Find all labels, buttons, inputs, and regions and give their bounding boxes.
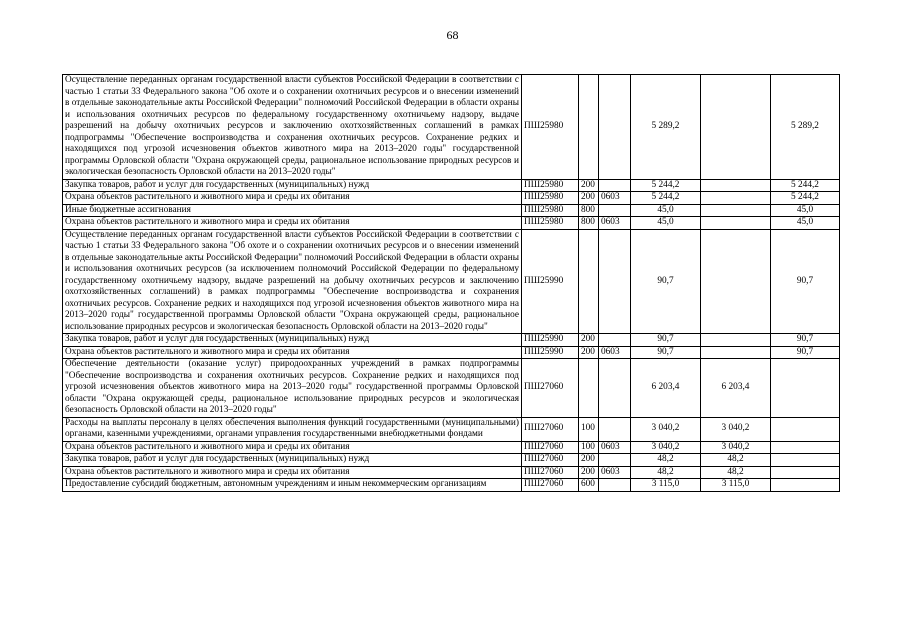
- cell-amount-total: 48,2: [631, 454, 701, 467]
- cell-target-code: ПШ25990: [522, 229, 579, 334]
- table-row: [63, 334, 840, 347]
- cell-amount-regional: [701, 346, 771, 359]
- cell-description: Закупка товаров, работ и услуг для государственных (муниципальных) нужд: [63, 334, 522, 347]
- cell-section-code: [599, 204, 631, 217]
- cell-section-code: [599, 359, 631, 418]
- cell-amount-total: 5 289,2: [631, 75, 701, 180]
- cell-section-code: [599, 229, 631, 334]
- cell-target-code: ПШ27060: [522, 417, 579, 441]
- cell-amount-regional: [701, 75, 771, 180]
- cell-description: Охрана объектов растительного и животного мира и среды их обитания: [63, 192, 522, 205]
- cell-expense-type: 200: [579, 179, 599, 192]
- cell-amount-federal: 45,0: [771, 217, 840, 230]
- cell-section-code: 0603: [599, 346, 631, 359]
- cell-target-code: ПШ27060: [522, 479, 579, 492]
- cell-amount-federal: 90,7: [771, 334, 840, 347]
- cell-target-code: ПШ25980: [522, 217, 579, 230]
- cell-amount-regional: [701, 192, 771, 205]
- table-row: [63, 359, 840, 418]
- cell-description: Закупка товаров, работ и услуг для государственных (муниципальных) нужд: [63, 454, 522, 467]
- cell-expense-type: 200: [579, 346, 599, 359]
- cell-description: Предоставление субсидий бюджетным, автономным учреждениям и иным некоммерческим организациям: [63, 479, 522, 492]
- cell-amount-federal: 5 244,2: [771, 192, 840, 205]
- table-row: [63, 229, 840, 334]
- cell-expense-type: [579, 229, 599, 334]
- cell-section-code: 0603: [599, 192, 631, 205]
- cell-amount-federal: 90,7: [771, 346, 840, 359]
- cell-section-code: [599, 334, 631, 347]
- cell-amount-regional: [701, 179, 771, 192]
- cell-description: Охрана объектов растительного и животного мира и среды их обитания: [63, 466, 522, 479]
- table-row: [63, 441, 840, 454]
- cell-description: Осуществление переданных органам государственной власти субъектов Российской Федерации в соответствии с частью 1 статьи 33 Федерального закона "Об охоте и о сохранении охотничьих ресурсов и о внесении изменений в отдельные законодательные акты Российской Федерации" полномочий Российской Федерации в области охраны и использования охотничьих ресурсов (за исключением полномочий Российской Федерации по федеральному государственному охотничьему надзору, выдаче разрешений на добычу охотничьих ресурсов и заключению охотхозяйственных соглашений) в рамках подпрограммы "Обеспечение воспроизводства и сохранения охотничьих ресурсов. Сохранение редких и находящихся под угрозой исчезновения объектов животного мира на 2013–2020 годы" государственной программы Орловской области "Охрана окружающей среды, рациональное использование природных ресурсов и экологическая безопасность Орловской области на 2013–2020 годы": [63, 229, 522, 334]
- cell-amount-total: 48,2: [631, 466, 701, 479]
- cell-section-code: 0603: [599, 466, 631, 479]
- cell-amount-regional: 3 040,2: [701, 441, 771, 454]
- cell-description: Охрана объектов растительного и животного мира и среды их обитания: [63, 441, 522, 454]
- cell-amount-regional: [701, 229, 771, 334]
- cell-expense-type: 800: [579, 204, 599, 217]
- table-row: [63, 346, 840, 359]
- cell-amount-regional: [701, 204, 771, 217]
- cell-amount-total: 3 040,2: [631, 417, 701, 441]
- cell-amount-regional: 6 203,4: [701, 359, 771, 418]
- cell-expense-type: 800: [579, 217, 599, 230]
- cell-target-code: ПШ25980: [522, 204, 579, 217]
- table-row: [63, 417, 840, 441]
- cell-amount-federal: 90,7: [771, 229, 840, 334]
- page-number: 68: [446, 28, 459, 42]
- cell-amount-federal: 45,0: [771, 204, 840, 217]
- cell-amount-regional: 48,2: [701, 466, 771, 479]
- cell-expense-type: 600: [579, 479, 599, 492]
- cell-expense-type: 100: [579, 417, 599, 441]
- cell-description: Иные бюджетные ассигнования: [63, 204, 522, 217]
- cell-section-code: 0603: [599, 217, 631, 230]
- cell-target-code: ПШ27060: [522, 466, 579, 479]
- cell-amount-total: 3 115,0: [631, 479, 701, 492]
- cell-section-code: [599, 454, 631, 467]
- cell-expense-type: 100: [579, 441, 599, 454]
- cell-description: Осуществление переданных органам государственной власти субъектов Российской Федерации в соответствии с частью 1 статьи 33 Федерального закона "Об охоте и о сохранении охотничьих ресурсов и о внесении изменений в отдельные законодательные акты Российской Федерации" полномочий Российской Федерации в области охраны и использования охотничьих ресурсов по федеральному государственному охотничьему надзору, выдаче разрешений на добычу охотничьих ресурсов и заключению охотхозяйственных соглашений в рамках подпрограммы "Обеспечение воспроизводства и сохранения охотничьих ресурсов. Сохранение редких и находящихся под угрозой исчезновения объектов животного мира на 2013–2020 годы" государственной программы Орловской области "Охрана окружающей среды, рациональное использование природных ресурсов и экологическая безопасность Орловской области на 2013–2020 годы": [63, 75, 522, 180]
- cell-amount-total: 90,7: [631, 346, 701, 359]
- cell-target-code: ПШ25990: [522, 334, 579, 347]
- table-row: [63, 454, 840, 467]
- cell-amount-federal: 5 289,2: [771, 75, 840, 180]
- cell-amount-total: 3 040,2: [631, 441, 701, 454]
- cell-amount-federal: [771, 441, 840, 454]
- cell-amount-federal: [771, 417, 840, 441]
- cell-section-code: [599, 75, 631, 180]
- table-row: [63, 479, 840, 492]
- cell-amount-total: 5 244,2: [631, 179, 701, 192]
- cell-section-code: [599, 417, 631, 441]
- cell-amount-federal: 5 244,2: [771, 179, 840, 192]
- cell-amount-regional: 48,2: [701, 454, 771, 467]
- cell-amount-regional: 3 115,0: [701, 479, 771, 492]
- cell-expense-type: [579, 359, 599, 418]
- cell-amount-regional: [701, 334, 771, 347]
- cell-target-code: ПШ25980: [522, 75, 579, 180]
- cell-expense-type: 200: [579, 192, 599, 205]
- cell-target-code: ПШ25990: [522, 346, 579, 359]
- table-row: [63, 204, 840, 217]
- cell-target-code: ПШ25980: [522, 179, 579, 192]
- table-row: [63, 192, 840, 205]
- cell-amount-total: 5 244,2: [631, 192, 701, 205]
- cell-description: Расходы на выплаты персоналу в целях обеспечения выполнения функций государственными (муниципальными) органами, казенными учреждениями, органами управления государственными внебюджетными фондами: [63, 417, 522, 441]
- cell-description: Обеспечение деятельности (оказание услуг) природоохранных учреждений в рамках подпрограммы "Обеспечение воспроизводства и сохранения охотничьих ресурсов. Сохранение редких и находящихся под угрозой исчезновения объектов животного мира на 2013–2020 годы" государственной программы Орловской области "Охрана окружающей среды, рациональное использование природных ресурсов и экологическая безопасность Орловской области на 2013–2020 годы": [63, 359, 522, 418]
- cell-expense-type: [579, 75, 599, 180]
- cell-amount-regional: 3 040,2: [701, 417, 771, 441]
- table-row: [63, 179, 840, 192]
- cell-amount-regional: [701, 217, 771, 230]
- cell-description: Охрана объектов растительного и животного мира и среды их обитания: [63, 217, 522, 230]
- cell-amount-federal: [771, 479, 840, 492]
- cell-section-code: [599, 479, 631, 492]
- cell-target-code: ПШ27060: [522, 359, 579, 418]
- cell-section-code: 0603: [599, 441, 631, 454]
- cell-target-code: ПШ25980: [522, 192, 579, 205]
- cell-target-code: ПШ27060: [522, 454, 579, 467]
- cell-description: Закупка товаров, работ и услуг для государственных (муниципальных) нужд: [63, 179, 522, 192]
- cell-section-code: [599, 179, 631, 192]
- cell-expense-type: 200: [579, 334, 599, 347]
- cell-amount-federal: [771, 454, 840, 467]
- cell-amount-federal: [771, 359, 840, 418]
- table-row: [63, 466, 840, 479]
- cell-amount-total: 45,0: [631, 204, 701, 217]
- cell-target-code: ПШ27060: [522, 441, 579, 454]
- cell-amount-total: 90,7: [631, 334, 701, 347]
- cell-description: Охрана объектов растительного и животного мира и среды их обитания: [63, 346, 522, 359]
- cell-expense-type: 200: [579, 454, 599, 467]
- table-row: [63, 75, 840, 180]
- cell-amount-total: 45,0: [631, 217, 701, 230]
- budget-table-body: [63, 75, 840, 492]
- cell-amount-total: 90,7: [631, 229, 701, 334]
- cell-amount-total: 6 203,4: [631, 359, 701, 418]
- cell-amount-federal: [771, 466, 840, 479]
- cell-expense-type: 200: [579, 466, 599, 479]
- table-row: [63, 217, 840, 230]
- budget-table: [62, 74, 840, 492]
